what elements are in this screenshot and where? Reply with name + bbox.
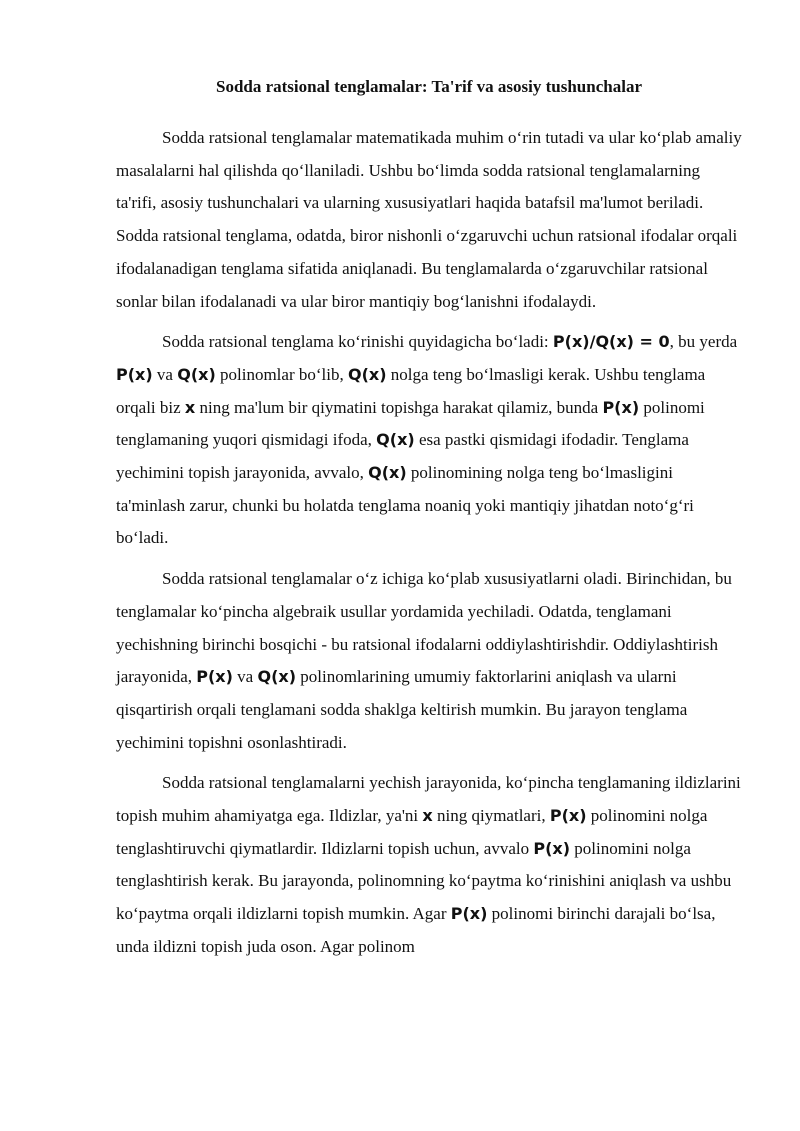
text-run: ning ma'lum bir qiymatini topishga harakat qilamiz, bunda [195,397,603,417]
math-expression: P(x) [533,838,571,858]
math-expression: P(x) [450,904,488,924]
text-run: ning qiymatlari, [432,806,550,826]
math-expression: Q(x) [347,364,387,384]
text-run: va [232,667,258,687]
text-run: polinomini nolga tenglashtirish kerak. Bu jarayonda, polinomning ko‘paytma ko‘rinishini aniqlash va ushbu ko‘paytma orqali ildizlarni topish mumkin. Agar [116,838,732,924]
body-paragraph [116,122,742,318]
math-expression: P(x)/Q(x) = 0 [552,332,670,352]
text-run: va [152,364,178,384]
math-expression: P(x) [549,806,587,826]
math-expression: Q(x) [368,463,407,483]
body-paragraph [116,767,742,963]
math-expression: Q(x) [376,430,415,450]
text-run: Sodda ratsional tenglama ko‘rinishi quyidagicha bo‘ladi: [162,332,553,352]
text-run: polinomlar bo‘lib, [215,364,348,384]
math-expression: P(x) [602,397,640,417]
text-run: , bu yerda [669,332,738,352]
document-body [116,122,742,964]
math-expression: P(x) [116,364,153,384]
text-run: polinomini nolga tenglashtiruvchi qiymatlardir. Ildizlarni topish uchun, avvalo [116,806,708,858]
math-expression: x [422,806,433,826]
document-title: Sodda ratsional tenglamalar: Ta'rif va asosiy tushunchalar [215,77,642,96]
text-run: Sodda ratsional tenglamalar o‘z ichiga ko‘plab xususiyatlarni oladi. Birinchidan, bu tenglamalar ko‘pincha algebraik usullar yordamida yechiladi. Odatda, tenglamani yechishning birinchi bosqichi - bu ratsional ifodalarni oddiylashtirishdir. Oddiylashtirish jarayonida, [116,569,732,687]
body-paragraph [116,326,742,555]
document-page [116,74,742,972]
body-paragraph [116,563,742,759]
text-run: Sodda ratsional tenglamalar matematikada muhim o‘rin tutadi va ular ko‘plab amaliy masalalarni hal qilishda qo‘llaniladi. Ushbu bo‘limda sodda ratsional tenglamalarning ta'rifi, asosiy tushunchalari va ularning xususiyatlari haqida batafsil ma'lumot beriladi. Sodda ratsional tenglama, odatda, biror nishonli o‘zgaruvchi uchun ratsional ifodalar orqali ifodalanadigan tenglama sifatida aniqlanadi. Bu tenglamalarda o‘zgaruvchilar ratsional sonlar bilan ifodalanadi va ular biror mantiqiy bog‘lanishni ifodalaydi. [116,128,742,311]
text-run: nolga teng bo‘lmasligi kerak. Ushbu tenglama orqali biz [116,364,706,417]
text-run: polinomining nolga teng bo‘lmasligini ta'minlash zarur, chunki bu holatda tenglama noaniq yoki mantiqiy jihatdan noto‘g‘ri bo‘ladi. [116,463,694,548]
text-run: polinomi tenglamaning yuqori qismidagi ifoda, [116,397,705,450]
text-run: Sodda ratsional tenglamalarni yechish jarayonida, ko‘pincha tenglamaning ildizlarini topish muhim ahamiyatga ega. Ildizlar, ya'ni [116,773,741,826]
math-expression: x [184,397,196,417]
text-run: esa pastki qismidagi ifodadir. Tenglama yechimini topish jarayonida, avvalo, [116,430,689,483]
math-expression: P(x) [196,667,233,687]
text-run: polinomlarining umumiy faktorlarini aniqlash va ularni qisqartirish orqali tenglamani sodda shaklga keltirish mumkin. Bu jarayon tenglama yechimini topishni osonlashtiradi. [116,667,688,752]
math-expression: Q(x) [257,667,297,687]
text-run: polinomi birinchi darajali bo‘lsa, unda ildizni topish juda oson. Agar polinom [116,904,716,956]
math-expression: Q(x) [177,364,216,384]
